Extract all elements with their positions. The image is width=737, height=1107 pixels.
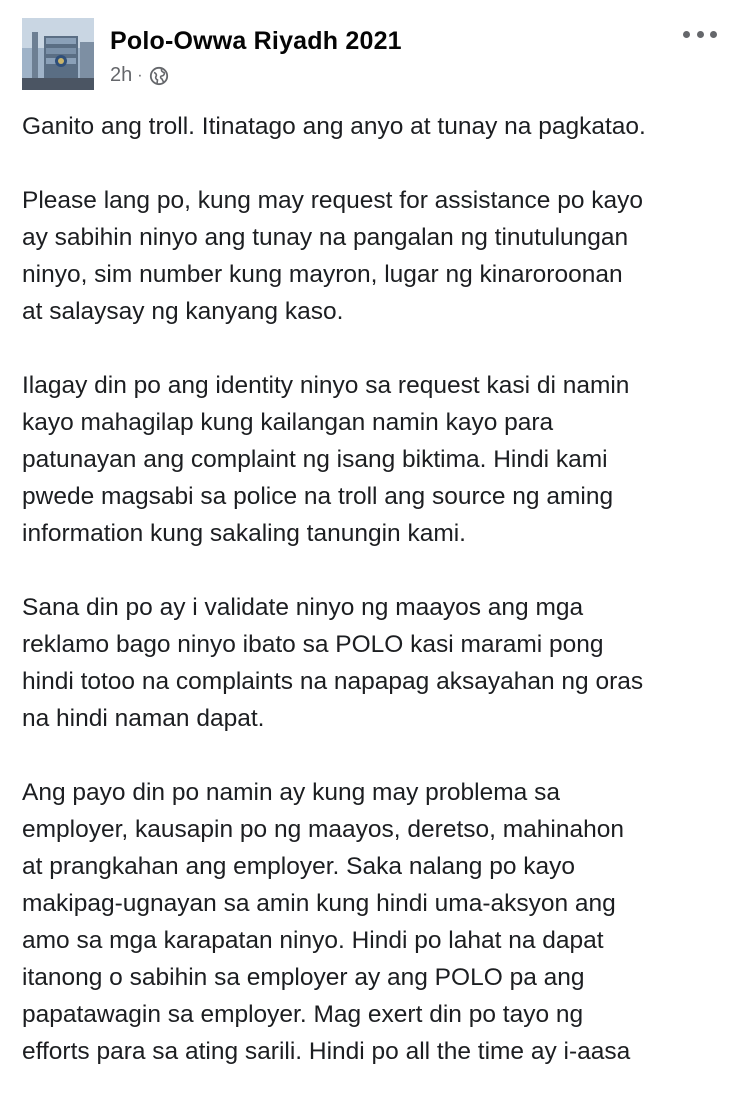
page-avatar[interactable] <box>22 18 94 90</box>
post-time[interactable]: 2h <box>110 64 133 86</box>
post-meta <box>110 64 169 87</box>
more-options-icon[interactable] <box>683 24 717 44</box>
meta-separator: · <box>137 66 143 84</box>
globe-icon[interactable] <box>149 66 169 86</box>
post-paragraph: Ganito ang troll. Itinatago ang anyo at tunay na pagkatao. <box>22 113 646 140</box>
more-dot <box>683 31 690 38</box>
post-paragraph: Ilagay din po ang identity ninyo sa request kasi di namin kayo mahagilap kung kailangan namin kayo para patunayan ang complaint ng isang biktima. Hindi kami pwede magsabi sa police na troll ang source ng aming information kung sakaling tanungin kami. <box>22 372 630 547</box>
post-paragraph: Sana din po ay i validate ninyo ng maayos ang mga reklamo bago ninyo ibato sa POLO kasi marami pong hindi totoo na complaints na napapag aksayahan ng oras na hindi naman dapat. <box>22 594 644 732</box>
more-dot <box>710 31 717 38</box>
post-paragraph: Please lang po, kung may request for assistance po kayo ay sabihin ninyo ang tunay na pangalan ng tinutulungan ninyo, sim number kung mayron, lugar ng kinaroroonan at salaysay ng kanyang kaso. <box>22 187 644 325</box>
post-text <box>22 108 722 1107</box>
more-dot <box>697 31 704 38</box>
post-paragraph: Ang payo din po namin ay kung may problema sa employer, kausapin po ng maayos, deretso, mahinahon at prangkahan ang employer. Saka nalang po kayo makipag-ugnayan sa amin kung hindi uma-aksyon ang amo sa mga karapatan ninyo. Hindi po lahat na dapat itanong o sabihin sa employer ay ang POLO pa ang papatawagin sa employer. Mag exert din po tayo ng efforts para sa ating sarili. Hindi po all the time ay i-aasa <box>22 779 631 1065</box>
post-header <box>0 0 737 100</box>
avatar-image <box>22 18 94 90</box>
page-name[interactable]: Polo-Owwa Riyadh 2021 <box>110 27 402 55</box>
